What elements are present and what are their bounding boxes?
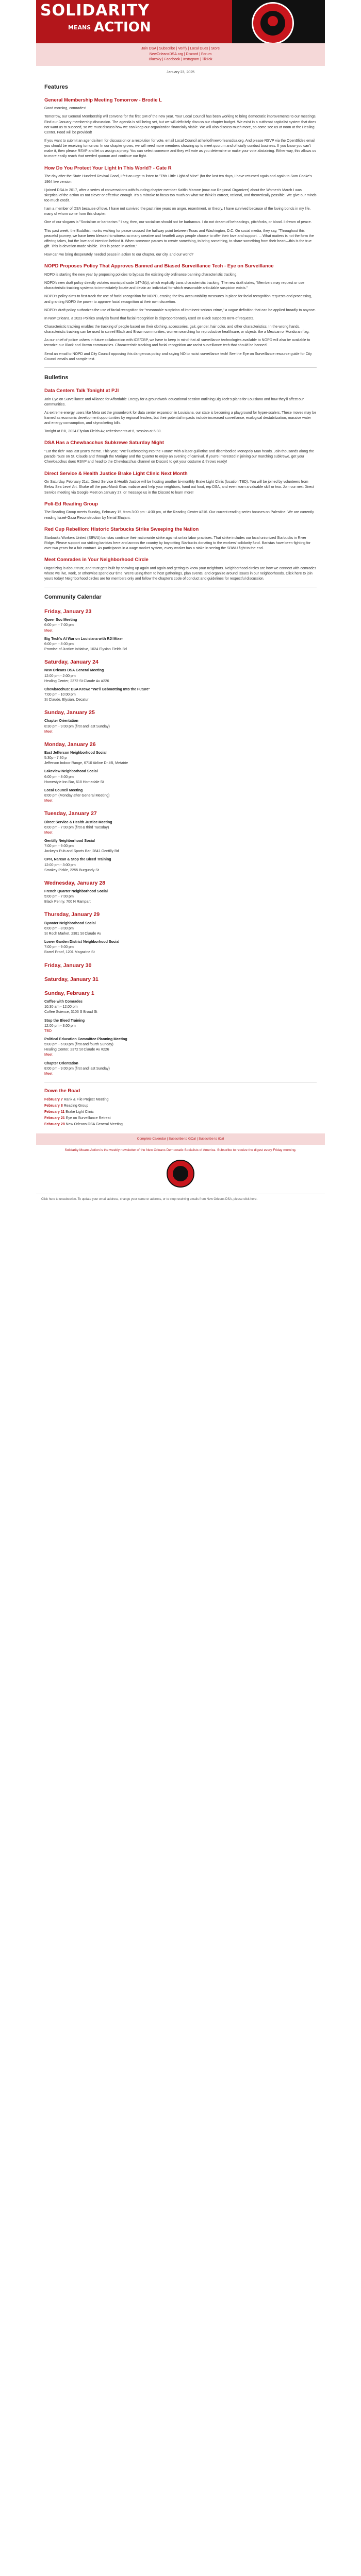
bulletin-title[interactable]: Poli-Ed Reading Group	[44, 501, 98, 507]
calendar-day-heading: Thursday, January 29	[44, 911, 100, 918]
nav-line-2[interactable]: NewOrleansDSA.org | Discord | Forum	[149, 52, 212, 56]
event-title[interactable]: Stop the Bleed Training	[44, 1019, 85, 1023]
event-detail: Barrel Proof, 1201 Magazine St	[44, 951, 95, 955]
bulletin-paragraph: Organizing is about trust, and trust gets built by showing up again and again and getting to know your neighbors. Neighborhood circles are how we connect with comrades where we live, work, or otherwise spend our time. We're using them to host gatherings, plan events, and organize around issues in our neighborhoods. Click here to join yours today! Neighborhood circles are for members only and follow the chapter's code of conduct and guidelines for respectful discussion.	[44, 566, 317, 581]
down-date: February 7	[44, 1097, 63, 1101]
calendar-day-heading: Monday, January 26	[44, 741, 96, 748]
article-paragraph: Tomorrow, our General Membership will convene for the first GM of the new year. Your Local Council has been working to bring democratic improvements to our meetings. Find our January membership discussion. The agenda is still being set, but we will definitely discuss our chapter budget. We exist in a cutthroat capitalist system that does not want us to succeed, so we must discuss how we can keep our organization financially viable. We will also discuss much more, so come see us at noon at the Healing Center. Food will be provided!	[44, 115, 317, 134]
calendar-day-heading: Sunday, January 25	[44, 709, 95, 716]
calendar-event	[44, 1037, 317, 1058]
article-paragraph: This past week, the Buddhist monks walking for peace crossed the halfway point between Texas and Washington, D.C. On social media, they say, "Throughout this peaceful journey, we have been blessed to witness so many creative and heartfelt ways people choose to offer their love and support. ... What matters is not the form the offering takes, but the love and intention behind it. When someone pauses to create something, to bring something, to share something from their heart—this is the true gift. This is devotion made visible. This is peace in action."	[44, 229, 314, 248]
event-meet-link[interactable]: Meet	[44, 1072, 53, 1076]
event-title[interactable]: Local Council Meeting	[44, 788, 83, 792]
article-paragraph: If you want to submit an agenda item for discussion or a resolution for vote, email Local Council at hello@neworleansdsa.org. And please RSVP via the OpenSlides email you should be receiving tomorrow. In our chapter grows, we will need more members showing up to meet quorum and officially conduct business. If you know you can't make it, then please RSVP and let us assign a proxy. You can select someone and they will vote as you determine or make your vote abstaining. Either way, this allows us to more easily reach that needed quorum and continue our fight.	[44, 139, 316, 159]
calendar-day-heading: Wednesday, January 28	[44, 879, 106, 886]
article-paragraph: As our chief of police ushers in future collaboration with ICE/CBP, we have to keep in mind that all surveillance technologies available to NOPD will also be available to terrorize our Black and Brown communities. Characteristic tracking and facial recognition are racist surveillance tech that should be banned.	[44, 338, 310, 348]
event-title[interactable]: Lakeview Neighborhood Social	[44, 770, 98, 774]
article-paragraph: I joined DSA in 2017, after a series of conversations with founding chapter member Kaitlin Marone (now our Regional Organizer) about the Women's March I was skeptical of the action as not clever or effective enough. It's a mistake to focus too much on what we think is correct, rational, and theoretically possible. We give our minds too much credit.	[44, 188, 317, 202]
calendar-day-heading: Friday, January 30	[44, 962, 92, 969]
event-detail: 6:00 pm - 8:00 pm	[44, 775, 74, 779]
article-paragraph: NOPD's new draft policy directly violates municipal code 147-2(b), which explicitly bans characteristic tracking. The new draft states, "Members may request or use characteristic tracking systems to immediately locate and detain an individual for which reasonable articulable suspicion exists."	[44, 281, 305, 291]
calendar-event	[44, 857, 317, 873]
nav-line-3[interactable]: Bluesky | Facebook | Instagram | TikTok	[149, 58, 212, 61]
event-detail: Jockey's Pub and Sports Bar, 2841 Gentilly Bd	[44, 850, 119, 854]
article-paragraph: NOPD's policy aims to fast-track the use of facial recognition for NOPD, erasing the few accountability measures in place for facial recognition requests and processing, and granting NOPD the power to approve facial recognition at their own discretion.	[44, 295, 312, 304]
event-title[interactable]: Bywater Neighborhood Social	[44, 921, 96, 925]
event-detail: Black Penny, 700 N Rampart	[44, 900, 91, 904]
event-title[interactable]: Political Education Committee Planning Meeting	[44, 1038, 127, 1042]
calendar-event	[44, 769, 317, 785]
event-detail: 10:30 am - 12:00 pm	[44, 1005, 78, 1009]
event-title[interactable]: East Jefferson Neighborhood Social	[44, 751, 107, 755]
down-event[interactable]: Brake Light Clinic	[64, 1110, 94, 1114]
footer-note: Solidarity Means Action is the weekly newsletter of the New Orleans Democratic Socialists of America. Subscribe to receive the digest every Friday morning.	[64, 1148, 297, 1152]
newsletter	[36, 0, 325, 1207]
calendar-event	[44, 940, 317, 955]
rose-seal-icon	[252, 2, 294, 43]
event-title[interactable]: Chapter Orientation	[44, 1061, 78, 1065]
event-detail: Smokey Pickle, 2255 Burgundy St	[44, 868, 99, 872]
calendar-day-heading: Saturday, January 31	[44, 976, 99, 982]
calendar-event	[44, 637, 317, 652]
down-date: February 11	[44, 1110, 65, 1114]
bulletin-title[interactable]: DSA Has a Chewbacchus Subkrewe Saturday Night	[44, 440, 164, 446]
event-detail: St Roch Market, 2381 St Claude Av	[44, 931, 101, 936]
brand-line1: SOLIDARITY	[40, 2, 150, 20]
event-title[interactable]: Coffee with Comrades	[44, 1000, 83, 1004]
bulletin-title[interactable]: Direct Service & Health Justice Brake Light Clinic Next Month	[44, 470, 188, 477]
down-item	[44, 1122, 317, 1127]
event-detail: Promise of Justice Initiative, 1024 Elysian Fields Bd	[44, 648, 127, 651]
event-title[interactable]: Big Tech's AI War on Louisiana with RJI Mixer	[44, 637, 123, 641]
article-paragraph: I am a member of DSA because of love. I have not survived the past nine years on anger, resentment, or theory. I have survived because of the loving bonds in my life, many of whom come from this chapter.	[44, 207, 311, 216]
bulletin-paragraph: "Eat the rich" was last year's theme. This year, "We'll Bebmotting Into the Future" with a laser guillotine and disembodied Monopoly Man heads. Join thousands along the parade route on St. Claude and through the Marigny and the Quarter to enjoy an evening of carnival. If you're interested in joining our marching subkrewe, get your Chewbacchus dues RSVP and head to the Chewbacchus channel on Discord to get your costume & throws ready!	[44, 450, 314, 464]
event-detail: 6:00 pm - 8:00 pm	[44, 926, 74, 930]
event-title[interactable]: New Orleans DSA General Meeting	[44, 669, 104, 673]
article-paragraph: Send an email to NOPD and City Council opposing this dangerous policy and saying NO to racist surveillance tech! See the Eye on Surveillance resource guide for City Council emails and sample text.	[44, 352, 312, 361]
brand-means: MEANS	[68, 24, 91, 31]
down-date: February 21	[44, 1116, 65, 1121]
event-meet-link[interactable]: Meet	[44, 831, 53, 835]
event-detail: 5:00 pm - 6:00 pm (first and fourth Sunday)	[44, 1043, 113, 1047]
event-detail: 7:00 pm - 10:00 pm	[44, 692, 76, 697]
features-section	[36, 83, 325, 1134]
issue-date: January 23, 2025	[166, 70, 195, 74]
event-title[interactable]: Direct Service & Health Justice Meeting	[44, 820, 112, 824]
article-paragraph: Characteristic tracking enables the tracking of people based on their clothing, accessories, gait, gender, hair color, and other characteristics. In the wrong hands, characteristic tracking can be used to surveil Black and Brown communities, women searching for reproductive healthcare, or objects like a Mexican or Honduran flag.	[44, 325, 309, 334]
event-detail: 5:30p - 7:30 p	[44, 756, 67, 760]
calendar-event	[44, 839, 317, 854]
brand-logo	[40, 2, 151, 36]
footer-unsubscribe[interactable]: Click here to unsubscribe. To update your email address, change your name or address, or to stop receiving emails from New Orleans DSA, please click here.	[36, 1194, 325, 1207]
article-paragraph: In New Orleans, a 2023 Politico analysis found that facial recognition is disproportionately used on Black suspects 80% of requests.	[44, 316, 255, 320]
event-detail: 6:00 pm - 8:00 pm	[44, 642, 74, 646]
bulletin-title[interactable]: Meet Comrades in Your Neighborhood Circle	[44, 556, 149, 563]
event-detail: 6:00 pm - 7:00 pm	[44, 623, 74, 628]
event-detail: 8:00 pm - 9:00 pm (first and last Sunday)	[44, 1066, 110, 1071]
header-banner	[36, 0, 325, 43]
event-meet-link[interactable]: Meet	[44, 1053, 53, 1057]
calendar-day-heading: Saturday, January 24	[44, 659, 99, 666]
event-title[interactable]: Queer Soc Meeting	[44, 618, 77, 622]
article-paragraph: How can we bring desperately needed peace in action to our chapter, our city, and our world?	[44, 253, 193, 257]
calendar-event	[44, 1061, 317, 1077]
event-title[interactable]: CPR, Narcan & Stop the Bleed Training	[44, 858, 111, 862]
calendar-event	[44, 889, 317, 905]
event-detail: 12:00 pm - 3:00 pm	[44, 1024, 76, 1028]
bulletin-paragraph: The Reading Group meets Sunday, February 15, from 3:00 pm - 4:30 pm, at the Reading Center #216. Our current reading series focuses on Palestine. We are currently reading Israel-Gaza Reconstruction by Nerial Shajani.	[44, 511, 314, 520]
down-title: Down the Road	[44, 1088, 80, 1094]
event-meet-link[interactable]: Meet	[44, 799, 53, 803]
calendar-event	[44, 788, 317, 804]
calendar-day-heading: Sunday, February 1	[44, 990, 94, 996]
calendar-event	[44, 751, 317, 766]
article-title[interactable]: General Membership Meeting Tomorrow - Brodie L	[44, 97, 162, 103]
event-detail: 6:00 pm - 7:00 pm (first & third Tuesday)	[44, 825, 109, 829]
calendar-links[interactable]: Complete Calendar | Subscribe to GCal | Subscribe to iCal	[36, 1133, 325, 1144]
down-item	[44, 1104, 317, 1109]
bulletin-paragraph: As extreme energy users like Meta set the groundwork for data center expansion in Louisiana, our state is becoming a playground for hyper-scalers. These moves may be framed as economic development opportunities by regional leaders, but their potential impacts include increased surveillance, ecological destabilization, massive water and energy consumption, and skyrocketing bills.	[44, 411, 317, 426]
event-detail: 12:00 pm - 2:00 pm	[44, 674, 76, 678]
event-detail: 7:00 pm - 9:00 pm	[44, 844, 74, 849]
event-detail: 8:30 pm - 9:00 pm (first and last Sunday)	[44, 724, 110, 728]
down-event[interactable]: Reading Group	[62, 1104, 89, 1108]
nav-line-1[interactable]: Join DSA | Subscribe | Verify | Local Dues | Store	[141, 47, 220, 50]
event-title[interactable]: Chapter Orientation	[44, 719, 78, 723]
calendar-event	[44, 719, 317, 734]
article-paragraph: The day after the State Hundred Revival Good, I felt an urge to listen to "This Little Light of Mine" (for the last ten days, I have returned again and again to Sam Cooke's 1964 live version.	[44, 175, 312, 184]
calendar-day-heading: Friday, January 23	[44, 608, 92, 615]
event-meet-link[interactable]: Meet	[44, 629, 53, 633]
down-date: February 28	[44, 1123, 65, 1127]
article-paragraph: NOPD is starting the new year by proposing policies to bypass the existing city ordinance banning characteristic tracking.	[44, 273, 238, 277]
down-event[interactable]: New Orleans DSA General Meeting	[64, 1123, 123, 1127]
event-meet-link[interactable]: TBD	[44, 1029, 52, 1033]
event-detail: Jefferson Indoor Range, 6710 Airline Dr #B, Metairie	[44, 761, 128, 766]
article-paragraph: Good morning, comrades!	[44, 107, 86, 111]
down-date: February 8	[44, 1104, 63, 1108]
event-title[interactable]: Lower Garden District Neighborhood Social	[44, 940, 120, 944]
event-detail: Homestyle Inn Bar, 618 Homedale St	[44, 780, 104, 784]
features-title: Features	[44, 83, 68, 90]
event-meet-link[interactable]: Meet	[44, 730, 53, 734]
bulletins-title: Bulletins	[44, 374, 69, 381]
bulletin-paragraph: Starbucks Workers United (SBWU) baristas continue their nationwide strike against unfair labor practices. That strike includes our local unionized Starbucks in River Ridge. Please support our striking baristas here and across the country by boycotting Starbucks donating to the workers' solidarity fund. Baristas have been fighting for over two years for a fair contract. As participants in a wage market system, every worker has a stake in seeing the SBWU fight to the end.	[44, 536, 311, 550]
event-title[interactable]: French Quarter Neighborhood Social	[44, 890, 108, 894]
calendar-event	[44, 820, 317, 836]
article-paragraph: One of our slogans is "Socialism or barbarism." I say, then, our socialism should not be barbarous. I do not dream of beheadings, pitchforks, or blood. I dream of peace.	[44, 221, 312, 225]
article-title[interactable]: How Do You Protect Your Light In This World? - Cate R	[44, 165, 172, 171]
event-detail: St Claude, Elysian, Decatur	[44, 698, 89, 702]
bulletin-paragraph: On Saturday, February 21st, Direct Service & Health Justice will be hosting another bi-monthly Brake Light Clinic (location TBD). You will be joined by volunteers from Below Sea Level Art. Shake off the post-Mardi Gras malaise and help your neighbors, hand out food, rep DSA, and even learn a valuable skill or two. Join our next Direct Service meeting via Google Meet on January 27, or message us in the Discord to learn more!	[44, 480, 314, 495]
down-event[interactable]: Rank & File Project Meeting	[62, 1097, 109, 1101]
event-title[interactable]: Gentilly Neighborhood Social	[44, 839, 95, 843]
footer-rose-logo-icon	[167, 1160, 194, 1188]
bulletin-title[interactable]: Red Cup Rebellion: Historic Starbucks Strike Sweeping the Nation	[44, 526, 199, 532]
event-detail: 12:00 pm - 3:00 pm	[44, 863, 76, 867]
down-item	[44, 1097, 317, 1103]
calendar-event	[44, 618, 317, 633]
down-item	[44, 1116, 317, 1121]
event-detail: Coffee Science, 3103 S Broad St	[44, 1010, 97, 1014]
brand-line2: ACTION	[94, 20, 151, 35]
event-detail: 8:00 pm (Monday after General Meeting)	[44, 794, 110, 798]
down-event[interactable]: Eye on Surveillance Retreat	[64, 1116, 111, 1121]
bulletin-paragraph: Tonight at PJI, 2024 Elysian Fields Av, refreshments at 6, session at 6:30.	[44, 430, 162, 434]
event-detail: 7:00 pm - 9:00 pm	[44, 945, 74, 950]
nav-links	[36, 43, 325, 66]
bulletin-title[interactable]: Data Centers Talk Tonight at PJI	[44, 387, 119, 394]
bulletin-paragraph: Join Eye on Surveillance and Alliance for Affordable Energy for a groundwork educational session outlining Big Tech's plans for Louisiana and how they'll affect our communities.	[44, 397, 304, 406]
calendar-event	[44, 921, 317, 937]
calendar-title: Community Calendar	[44, 594, 102, 601]
calendar-event	[44, 687, 317, 703]
article-title[interactable]: NOPD Proposes Policy That Approves Banned and Biased Surveillance Tech - Eye on Surveillance	[44, 263, 274, 269]
event-detail: Healing Center, 2372 St Claude Av #226	[44, 679, 109, 683]
article-paragraph: NOPD's draft policy authorizes the use of facial recognition for "reasonable suspicion of imminent serious crime," a vague definition that can be applied broadly to anyone.	[44, 308, 316, 312]
calendar-event	[44, 1019, 317, 1034]
event-detail: 5:00 pm - 7:00 pm	[44, 895, 74, 899]
calendar-event	[44, 668, 317, 684]
calendar-day-heading: Tuesday, January 27	[44, 810, 97, 817]
calendar-event	[44, 999, 317, 1015]
event-title[interactable]: Chewbacchus: DSA Krewe "We'll Bebmotting Into the Future"	[44, 687, 151, 691]
event-detail: Healing Center, 2372 St Claude Av #226	[44, 1048, 109, 1052]
down-item	[44, 1110, 317, 1115]
